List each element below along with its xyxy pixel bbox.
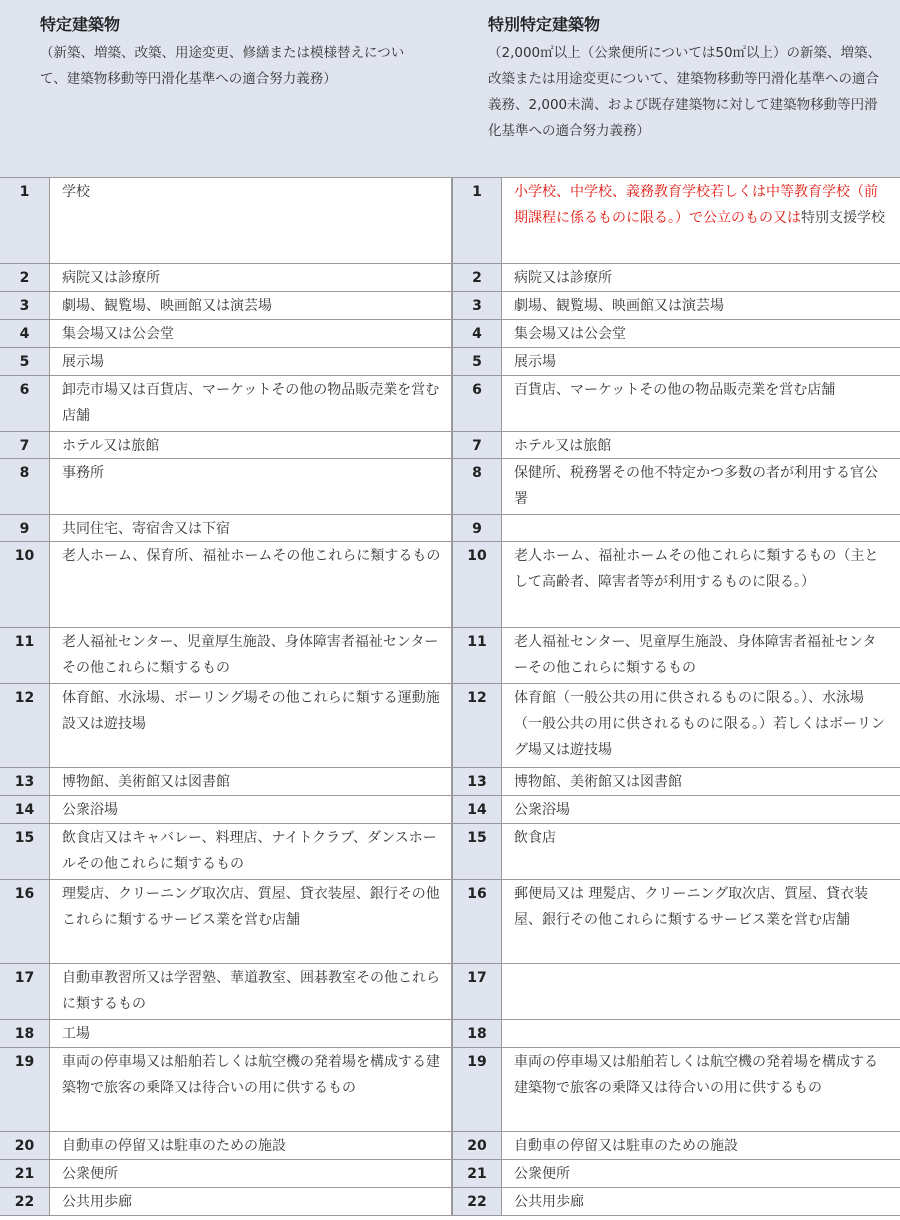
right-cell: 集会場又は公会堂 bbox=[514, 326, 626, 342]
right-cell: 老人福祉センター、児童厚生施設、身体障害者福祉センターその他これらに類するもの bbox=[514, 634, 877, 676]
row-number: 15 bbox=[452, 824, 502, 879]
table-row bbox=[0, 320, 900, 348]
right-cell bbox=[502, 964, 900, 1019]
header-right-title: 特別特定建築物 bbox=[488, 15, 601, 34]
right-cell: 自動車の停留又は駐車のための施設 bbox=[514, 1138, 738, 1154]
right-cell: 飲食店 bbox=[514, 830, 556, 846]
row-number: 20 bbox=[452, 1132, 502, 1159]
header-left-desc: （新築、増築、改築、用途変更、修繕または模様替えについて、建築物移動等円滑化基準への適合努力義務） bbox=[40, 45, 405, 87]
row-number: 7 bbox=[0, 432, 50, 458]
row-number: 11 bbox=[0, 628, 50, 683]
row-number: 6 bbox=[452, 376, 502, 431]
table-row bbox=[0, 684, 900, 768]
row-number: 4 bbox=[452, 320, 502, 347]
table-row bbox=[0, 1160, 900, 1188]
row-number: 3 bbox=[452, 292, 502, 319]
row-number: 12 bbox=[0, 684, 50, 767]
left-cell: 学校 bbox=[50, 178, 452, 263]
row-number: 4 bbox=[0, 320, 50, 347]
row-number: 12 bbox=[452, 684, 502, 767]
left-cell: 公衆浴場 bbox=[50, 796, 452, 823]
table-row bbox=[0, 796, 900, 824]
row-number: 19 bbox=[452, 1048, 502, 1131]
row-number: 22 bbox=[452, 1188, 502, 1215]
row-number: 1 bbox=[0, 178, 50, 263]
right-cell: 百貨店、マーケットその他の物品販売業を営む店舗 bbox=[514, 382, 836, 398]
table-row bbox=[0, 348, 900, 376]
right-cell: 保健所、税務署その他不特定かつ多数の者が利用する官公署 bbox=[514, 465, 878, 507]
right-cell: 公衆便所 bbox=[514, 1166, 570, 1182]
table-row bbox=[0, 768, 900, 796]
row-number: 15 bbox=[0, 824, 50, 879]
row-number: 2 bbox=[452, 264, 502, 291]
row-number: 11 bbox=[452, 628, 502, 683]
left-cell: 飲食店又はキャバレー、料理店、ナイトクラブ、ダンスホールその他これらに類するもの bbox=[50, 824, 452, 879]
table-row bbox=[0, 459, 900, 515]
row-number: 17 bbox=[0, 964, 50, 1019]
table-row bbox=[0, 292, 900, 320]
table-row bbox=[0, 432, 900, 459]
row-number: 5 bbox=[452, 348, 502, 375]
table-row bbox=[0, 1188, 900, 1216]
table-header bbox=[0, 0, 900, 177]
table-row bbox=[0, 542, 900, 628]
row-number: 8 bbox=[452, 459, 502, 514]
row-number: 17 bbox=[452, 964, 502, 1019]
right-cell bbox=[502, 1020, 900, 1047]
right-cell: 病院又は診療所 bbox=[514, 270, 612, 286]
row-number: 10 bbox=[0, 542, 50, 627]
left-cell: 集会場又は公会堂 bbox=[50, 320, 452, 347]
table-row bbox=[0, 1132, 900, 1160]
right-cell-highlight: 小学校、中学校、義務教育学校若しくは中等教育学校（前期課程に係るものに限る。）で公立のもの又は bbox=[514, 184, 878, 226]
right-cell bbox=[502, 178, 900, 263]
row-number: 5 bbox=[0, 348, 50, 375]
row-number: 16 bbox=[0, 880, 50, 963]
table-row bbox=[0, 376, 900, 432]
right-cell: 展示場 bbox=[514, 354, 556, 370]
row-number: 7 bbox=[452, 432, 502, 458]
left-cell: 体育館、水泳場、ボーリング場その他これらに類する運動施設又は遊技場 bbox=[50, 684, 452, 767]
row-number: 14 bbox=[0, 796, 50, 823]
right-cell: ホテル又は旅館 bbox=[514, 438, 612, 454]
row-number: 9 bbox=[0, 515, 50, 541]
table-row bbox=[0, 964, 900, 1020]
left-cell: 工場 bbox=[50, 1020, 452, 1047]
header-left bbox=[40, 14, 430, 92]
table-row bbox=[0, 264, 900, 292]
left-cell: 病院又は診療所 bbox=[50, 264, 452, 291]
table-row bbox=[0, 1020, 900, 1048]
left-cell: 理髪店、クリーニング取次店、質屋、貸衣装屋、銀行その他これらに類するサービス業を営む店舗 bbox=[50, 880, 452, 963]
row-number: 9 bbox=[452, 515, 502, 541]
row-number: 13 bbox=[452, 768, 502, 795]
table-row bbox=[0, 628, 900, 684]
left-cell: 自動車の停留又は駐車のための施設 bbox=[50, 1132, 452, 1159]
table-row bbox=[0, 1048, 900, 1132]
right-cell: 博物館、美術館又は図書館 bbox=[514, 774, 682, 790]
left-cell: 劇場、観覧場、映画館又は演芸場 bbox=[50, 292, 452, 319]
right-cell: 公衆浴場 bbox=[514, 802, 570, 818]
table-row bbox=[0, 880, 900, 964]
left-cell: 公共用歩廊 bbox=[50, 1188, 452, 1215]
right-cell: 公共用歩廊 bbox=[514, 1194, 584, 1210]
row-number: 18 bbox=[452, 1020, 502, 1047]
left-cell: 車両の停車場又は船舶若しくは航空機の発着場を構成する建築物で旅客の乗降又は待合いの用に供するもの bbox=[50, 1048, 452, 1131]
right-cell: 車両の停車場又は船舶若しくは航空機の発着場を構成する建築物で旅客の乗降又は待合いの用に供するもの bbox=[514, 1054, 878, 1096]
left-cell: 共同住宅、寄宿舎又は下宿 bbox=[50, 515, 452, 541]
row-number: 19 bbox=[0, 1048, 50, 1131]
right-cell: 体育館（一般公共の用に供されるものに限る。）、水泳場（一般公共の用に供されるものに限る。）若しくはボーリング場又は遊技場 bbox=[514, 690, 885, 758]
left-cell: 事務所 bbox=[50, 459, 452, 514]
left-cell: 老人ホーム、保育所、福祉ホームその他これらに類するもの bbox=[50, 542, 452, 627]
left-cell: 自動車教習所又は学習塾、華道教室、囲碁教室その他これらに類するもの bbox=[50, 964, 452, 1019]
row-number: 22 bbox=[0, 1188, 50, 1215]
row-number: 16 bbox=[452, 880, 502, 963]
row-number: 2 bbox=[0, 264, 50, 291]
row-number: 1 bbox=[452, 178, 502, 263]
table-row bbox=[0, 178, 900, 264]
table-row bbox=[0, 824, 900, 880]
row-number: 20 bbox=[0, 1132, 50, 1159]
left-cell: ホテル又は旅館 bbox=[50, 432, 452, 458]
left-cell: 公衆便所 bbox=[50, 1160, 452, 1187]
row-number: 21 bbox=[0, 1160, 50, 1187]
right-cell bbox=[502, 515, 900, 541]
row-number: 10 bbox=[452, 542, 502, 627]
right-cell: 老人ホーム、福祉ホームその他これらに類するもの（主として高齢者、障害者等が利用するものに限る。） bbox=[514, 548, 879, 590]
row-number: 8 bbox=[0, 459, 50, 514]
right-cell-text: 特別支援学校 bbox=[801, 210, 885, 226]
header-left-title: 特定建築物 bbox=[40, 15, 121, 34]
building-table bbox=[0, 177, 900, 1216]
row-number: 3 bbox=[0, 292, 50, 319]
left-cell: 老人福祉センター、児童厚生施設、身体障害者福祉センターその他これらに類するもの bbox=[50, 628, 452, 683]
left-cell: 博物館、美術館又は図書館 bbox=[50, 768, 452, 795]
row-number: 14 bbox=[452, 796, 502, 823]
header-right-desc: （2,000㎡以上（公衆便所については50㎡以上）の新築、増築、改築または用途変更について、建築物移動等円滑化基準への適合義務、2,000未満、および既存建築物に対して建築物移動等円滑化基準への適合努力義務） bbox=[488, 45, 882, 139]
right-cell: 劇場、観覧場、映画館又は演芸場 bbox=[514, 298, 724, 314]
right-cell: 郵便局又は 理髪店、クリーニング取次店、質屋、貸衣装屋、銀行その他これらに類するサービス業を営む店舗 bbox=[514, 886, 869, 928]
header-right bbox=[488, 14, 883, 144]
row-number: 6 bbox=[0, 376, 50, 431]
table-row bbox=[0, 515, 900, 542]
left-cell: 卸売市場又は百貨店、マーケットその他の物品販売業を営む店舗 bbox=[50, 376, 452, 431]
row-number: 21 bbox=[452, 1160, 502, 1187]
row-number: 18 bbox=[0, 1020, 50, 1047]
left-cell: 展示場 bbox=[50, 348, 452, 375]
row-number: 13 bbox=[0, 768, 50, 795]
